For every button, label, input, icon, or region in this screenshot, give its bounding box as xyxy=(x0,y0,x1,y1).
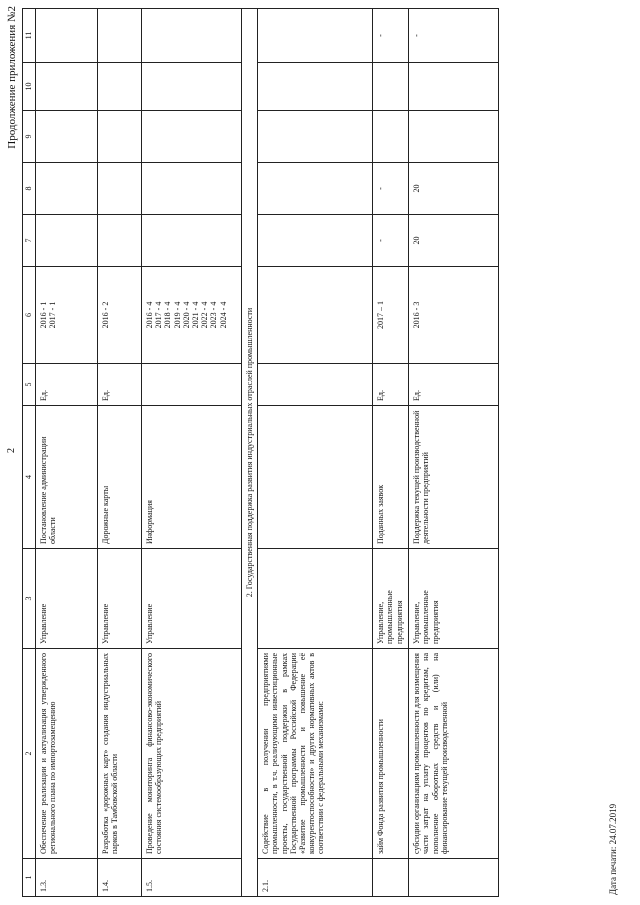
year-value: 2016 - 1 xyxy=(39,301,48,329)
value-cell xyxy=(373,63,409,111)
year-value: 2024 - 4 xyxy=(218,301,228,329)
unit: Ед. xyxy=(98,364,142,406)
year-value: 2023 - 4 xyxy=(209,301,219,329)
value-cell xyxy=(142,9,242,63)
col-header: 6 xyxy=(23,267,36,364)
year-value: 2021 - 4 xyxy=(190,301,200,329)
year-values xyxy=(98,267,142,364)
col-header: 1 xyxy=(23,859,36,897)
col-header: 7 xyxy=(23,215,36,267)
event-text: Разработка «дорожных карт» создания индустриальных парков в Тамбовской области xyxy=(98,649,142,859)
year-value: 2016 - 4 xyxy=(145,301,154,329)
indicator: Дорожные карты xyxy=(98,406,142,549)
section-title: 2. Государственная поддержка развития индустриальных отраслей промышленности xyxy=(242,9,258,897)
indicator: Поданных заявок xyxy=(373,406,409,549)
value-cell xyxy=(98,215,142,267)
continuation-label: Продолжение приложения №2 xyxy=(6,6,18,149)
unit: Ед. xyxy=(36,364,98,406)
table-row xyxy=(373,9,409,897)
executor: Управление xyxy=(36,549,98,649)
unit xyxy=(142,364,242,406)
executor xyxy=(258,549,373,649)
executor: Управление, промышленные предприятия xyxy=(409,549,499,649)
table-row xyxy=(36,9,98,897)
table-row xyxy=(258,9,373,897)
value-cell xyxy=(258,9,373,63)
event-text: займ Фонда развития промышленности xyxy=(373,649,409,859)
indicator: Информация xyxy=(142,406,242,549)
value-cell xyxy=(36,9,98,63)
value-cell xyxy=(142,215,242,267)
value-cell xyxy=(142,63,242,111)
event-text: субсидии организациям промышленности для возмещения части затрат на уплату процентов по кредитам, на пополнение оборотных средств и (или) на финансирование текущей производственной xyxy=(409,649,499,859)
executor: Управление xyxy=(142,549,242,649)
row-number: 1.3. xyxy=(36,859,98,897)
col-header: 10 xyxy=(23,63,36,111)
year-value: 2017 - 4 xyxy=(154,301,164,329)
executor: Управление, промышленные предприятия xyxy=(373,549,409,649)
table-row xyxy=(98,9,142,897)
col-header: 5 xyxy=(23,364,36,406)
value-cell xyxy=(36,111,98,163)
executor: Управление xyxy=(98,549,142,649)
program-table xyxy=(22,8,499,897)
section-row xyxy=(242,9,258,897)
row-number: 2.1. xyxy=(258,859,373,897)
event-text: Содействие в получении предприятиями промышленности, в т.ч. реализующими инвестиционные проекты, государственной поддержки в рамках Государственной программы Российской Федерации «Развитие промышленности и повышение её конкурентоспособности» и других нормативных актов в соответствии с федеральными механизмами: xyxy=(258,649,373,859)
value-cell xyxy=(36,163,98,215)
row-number xyxy=(409,859,499,897)
table-row xyxy=(142,9,242,897)
value-cell xyxy=(98,163,142,215)
value-cell: - xyxy=(409,9,499,63)
col-header: 11 xyxy=(23,9,36,63)
value-cell xyxy=(258,215,373,267)
value-cell xyxy=(373,111,409,163)
value-cell xyxy=(36,63,98,111)
value-cell xyxy=(142,163,242,215)
year-value: 2020 - 4 xyxy=(181,301,191,329)
year-value: 2019 - 4 xyxy=(172,301,182,329)
year-value: 2018 - 4 xyxy=(163,301,173,329)
value-cell: 20 xyxy=(409,215,499,267)
value-cell xyxy=(36,215,98,267)
value-cell xyxy=(258,63,373,111)
indicator: Постановление администрации области xyxy=(36,406,98,549)
year-value: 2016 - 3 xyxy=(409,267,499,364)
value-cell xyxy=(409,111,499,163)
year-values xyxy=(142,267,242,364)
event-text: Проведение мониторинга финансово-экономического состояния системообразующих предприятий xyxy=(142,649,242,859)
unit: Ед. xyxy=(373,364,409,406)
col-header: 3 xyxy=(23,549,36,649)
value-cell: - xyxy=(373,9,409,63)
event-text: Обеспечение реализации и актуализация утвержденного регионального плана по импортозамещению xyxy=(36,649,98,859)
value-cell xyxy=(409,63,499,111)
print-date: Дата печати: 24.07.2019 xyxy=(608,803,618,895)
year-values xyxy=(36,267,98,364)
value-cell xyxy=(258,163,373,215)
row-number: 1.4. xyxy=(98,859,142,897)
col-header: 2 xyxy=(23,649,36,859)
col-header: 4 xyxy=(23,406,36,549)
unit: Ед. xyxy=(409,364,499,406)
row-number xyxy=(373,859,409,897)
indicator: Поддержка текущей производственной деятельности предприятий xyxy=(409,406,499,549)
value-cell: - xyxy=(373,163,409,215)
year-value: 2022 - 4 xyxy=(200,301,210,329)
value-cell xyxy=(98,111,142,163)
unit xyxy=(258,364,373,406)
value-cell xyxy=(98,9,142,63)
year-value: 2016 - 2 xyxy=(101,301,110,329)
value-cell xyxy=(258,111,373,163)
page-number: 2 xyxy=(6,448,17,453)
year-value: 2017 – 1 xyxy=(373,267,409,364)
column-number-row xyxy=(23,9,36,897)
col-header: 9 xyxy=(23,111,36,163)
value-cell: 20 xyxy=(409,163,499,215)
value-cell xyxy=(98,63,142,111)
col-header: 8 xyxy=(23,163,36,215)
year-value: 2017 - 1 xyxy=(48,301,58,329)
value-cell: - xyxy=(373,215,409,267)
indicator xyxy=(258,406,373,549)
table-row xyxy=(409,9,499,897)
value-cell xyxy=(142,111,242,163)
year-values xyxy=(258,267,373,364)
row-number: 1.5. xyxy=(142,859,242,897)
